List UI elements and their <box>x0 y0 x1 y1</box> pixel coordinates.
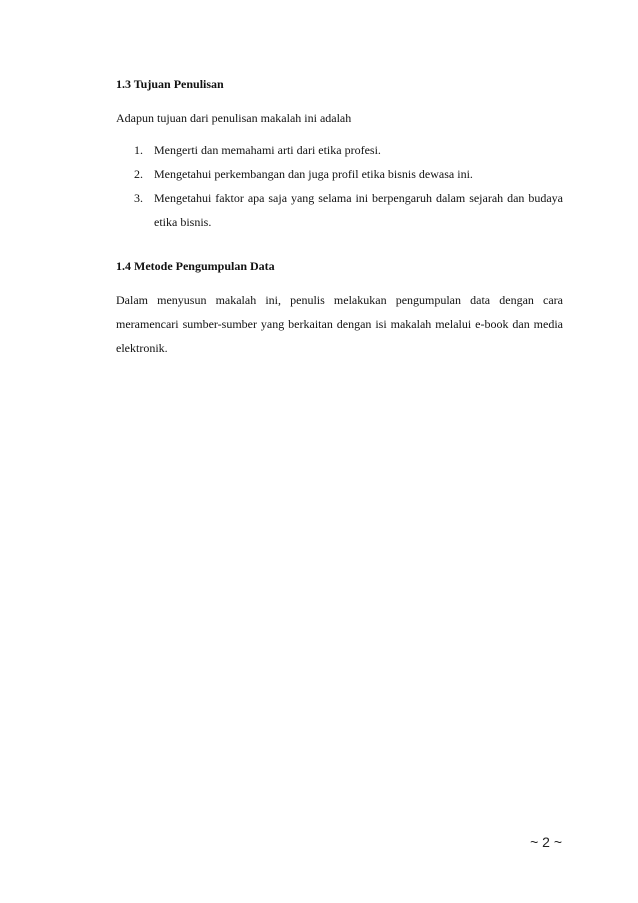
section-heading-metode-pengumpulan-data: 1.4 Metode Pengumpulan Data <box>116 259 275 273</box>
list-item <box>116 186 563 234</box>
page-number: ~ 2 ~ <box>530 834 562 850</box>
list-item <box>116 138 563 162</box>
list-item-number: 3. <box>134 191 143 205</box>
list-item-number: 1. <box>134 143 143 157</box>
list-item-text: Mengetahui faktor apa saja yang selama ini berpengaruh dalam sejarah dan budaya etika bisnis. <box>154 191 563 229</box>
method-paragraph: Dalam menyusun makalah ini, penulis melakukan pengumpulan data dengan cara meramencari sumber-sumber yang berkaitan dengan isi makalah melalui e-book dan media elektronik. <box>116 293 563 355</box>
list-item-text: Mengerti dan memahami arti dari etika profesi. <box>154 143 381 157</box>
goals-list <box>116 138 563 234</box>
list-item-text: Mengetahui perkembangan dan juga profil etika bisnis dewasa ini. <box>154 167 473 181</box>
section-heading-tujuan-penulisan: 1.3 Tujuan Penulisan <box>116 77 224 91</box>
list-item <box>116 162 563 186</box>
list-item-number: 2. <box>134 167 143 181</box>
page-content <box>116 76 563 360</box>
intro-text: Adapun tujuan dari penulisan makalah ini adalah <box>116 111 352 125</box>
